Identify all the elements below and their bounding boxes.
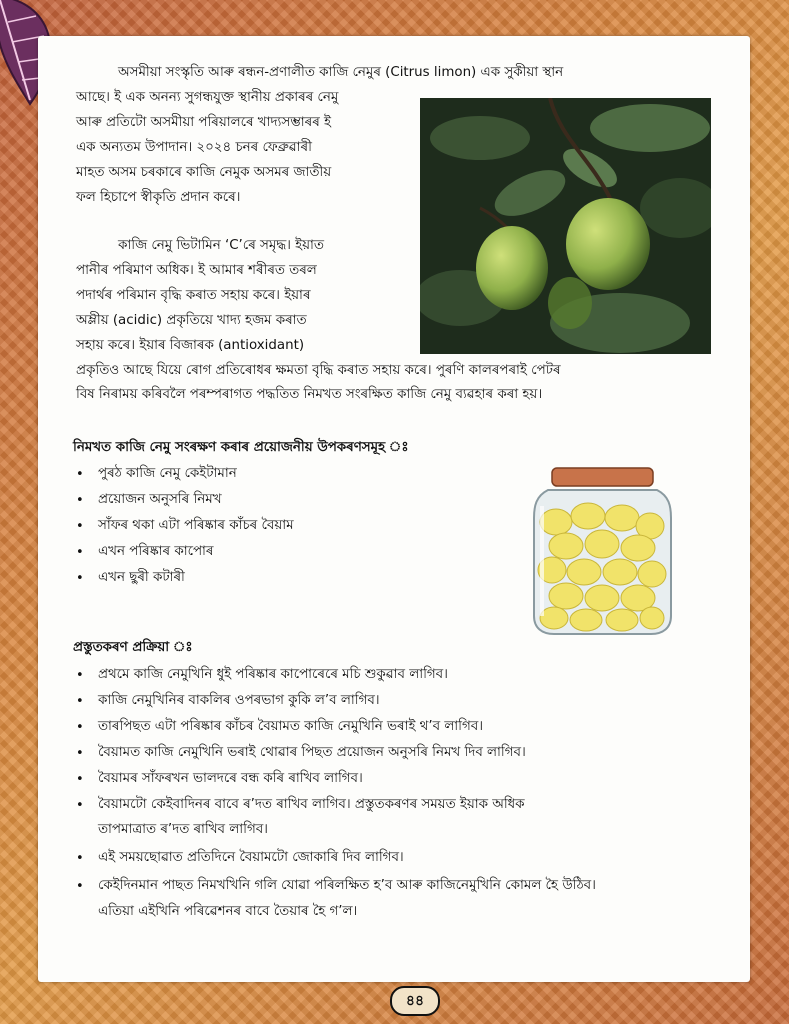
bullet-icon: • (76, 720, 84, 735)
book-page (38, 36, 750, 982)
page-number: ৪৪ (390, 986, 440, 1016)
materials-heading: নিমখত কাজি নেমু সংৰক্ষণ কৰাৰ প্ৰয়োজনীয় উপকৰণসমূহ ঃ (73, 440, 409, 455)
intro-line: আৰু প্ৰতিটো অসমীয়া পৰিয়ালৰে খাদ্যসম্ভাৰৰ ই (76, 115, 331, 130)
material-item: এখন ছুৰী কটাৰী (98, 570, 185, 585)
intro-line: মাহত অসম চৰকাৰে কাজি নেমুক অসমৰ জাতীয় (76, 165, 332, 180)
paragraph-line: প্ৰকৃতিও আছে যিয়ে ৰোগ প্ৰতিৰোধৰ ক্ষমতা বৃদ্ধি কৰাত সহায় কৰে। পুৰণি কালৰপৰাই পেটৰ (76, 363, 561, 378)
material-item: প্ৰয়োজন অনুসৰি নিমখ (98, 492, 222, 507)
intro-line: ফল হিচাপে স্বীকৃতি প্ৰদান কৰে। (76, 190, 241, 205)
pickle-jar-illustration (530, 466, 675, 638)
bullet-icon: • (76, 772, 84, 787)
process-step: বৈয়ামটো কেইবাদিনৰ বাবে ৰ’দত ৰাখিব লাগিব। প্ৰস্তুতকৰণৰ সময়ত ইয়াক অধিক (98, 797, 525, 812)
paragraph-line: কাজি নেমু ভিটামিন ‘C’ৰে সমৃদ্ধ। ইয়াত (118, 238, 324, 253)
process-step: প্ৰথমে কাজি নেমুখিনি ধুই পৰিষ্কাৰ কাপোৰেৰে মচি শুকুৱাব লাগিব। (98, 667, 448, 682)
bullet-icon: • (76, 493, 84, 508)
bullet-icon: • (76, 519, 84, 534)
bullet-icon: • (76, 467, 84, 482)
bullet-icon: • (76, 571, 84, 586)
bullet-icon: • (76, 879, 84, 894)
process-step: বৈয়ামত কাজি নেমুখিনি ভৰাই থোৱাৰ পিছত প্ৰয়োজন অনুসৰি নিমখ দিব লাগিব। (98, 745, 526, 760)
process-step: বৈয়ামৰ সাঁফৰখন ভালদৰে বন্ধ কৰি ৰাখিব লাগিব। (98, 771, 363, 786)
intro-line: অসমীয়া সংস্কৃতি আৰু ৰন্ধন-প্ৰণালীত কাজি নেমুৰ (Citrus limon) এক সুকীয়া স্থান (118, 65, 564, 80)
bullet-icon: • (76, 545, 84, 560)
lemon-tree-photo (420, 98, 711, 354)
paragraph-line: বিষ নিৰাময় কৰিবলৈ পৰম্পৰাগত পদ্ধতিত নিমখত সংৰক্ষিত কাজি নেমু ব্যৱহাৰ কৰা হয়। (76, 387, 543, 402)
bullet-icon: • (76, 694, 84, 709)
bullet-icon: • (76, 668, 84, 683)
bullet-icon: • (76, 746, 84, 761)
material-item: পুৰঠ কাজি নেমু কেইটামান (98, 466, 237, 481)
intro-line: এক অন্যতম উপাদান। ২০২৪ চনৰ ফেব্ৰুৱাৰী (76, 140, 312, 155)
process-step: কেইদিনমান পাছত নিমখখিনি গলি যোৱা পৰিলক্ষিত হ’ব আৰু কাজিনেমুখিনি কোমল হৈ উঠিব। (98, 878, 596, 893)
paragraph-line: পদাৰ্থৰ পৰিমান বৃদ্ধি কৰাত সহায় কৰে। ইয়াৰ (76, 288, 311, 303)
paragraph-line: সহায় কৰে। ইয়াৰ বিজাৰক (antioxidant) (76, 338, 305, 353)
bullet-icon: • (76, 851, 84, 866)
bullet-icon: • (76, 798, 84, 813)
process-step: তাৰপিছত এটা পৰিষ্কাৰ কাঁচৰ বৈয়ামত কাজি নেমুখিনি ভৰাই থ’ব লাগিব। (98, 719, 484, 734)
material-item: এখন পৰিষ্কাৰ কাপোৰ (98, 544, 214, 559)
process-step-continuation: এতিয়া এইখিনি পৰিৱেশনৰ বাবে তৈয়াৰ হৈ গ’ল। (98, 904, 358, 919)
paragraph-line: অম্লীয় (acidic) প্ৰকৃতিয়ে খাদ্য হজম কৰাত (76, 313, 307, 328)
process-heading: প্ৰস্তুতকৰণ প্ৰক্ৰিয়া ঃ (73, 640, 193, 655)
process-step-continuation: তাপমাত্ৰাত ৰ’দত ৰাখিব লাগিব। (98, 822, 268, 837)
process-step: কাজি নেমুখিনিৰ বাকলিৰ ওপৰভাগ কুকি ল’ব লাগিব। (98, 693, 380, 708)
material-item: সাঁফৰ থকা এটা পৰিষ্কাৰ কাঁচৰ বৈয়াম (98, 518, 294, 533)
process-step: এই সময়ছোৱাত প্ৰতিদিনে বৈয়ামটো জোকাৰি দিব লাগিব। (98, 850, 404, 865)
intro-line: আছে। ই এক অনন্য সুগন্ধযুক্ত স্থানীয় প্ৰকাৰৰ নেমু (76, 90, 339, 105)
paragraph-line: পানীৰ পৰিমাণ অধিক। ই আমাৰ শৰীৰত তৰল (76, 263, 317, 278)
